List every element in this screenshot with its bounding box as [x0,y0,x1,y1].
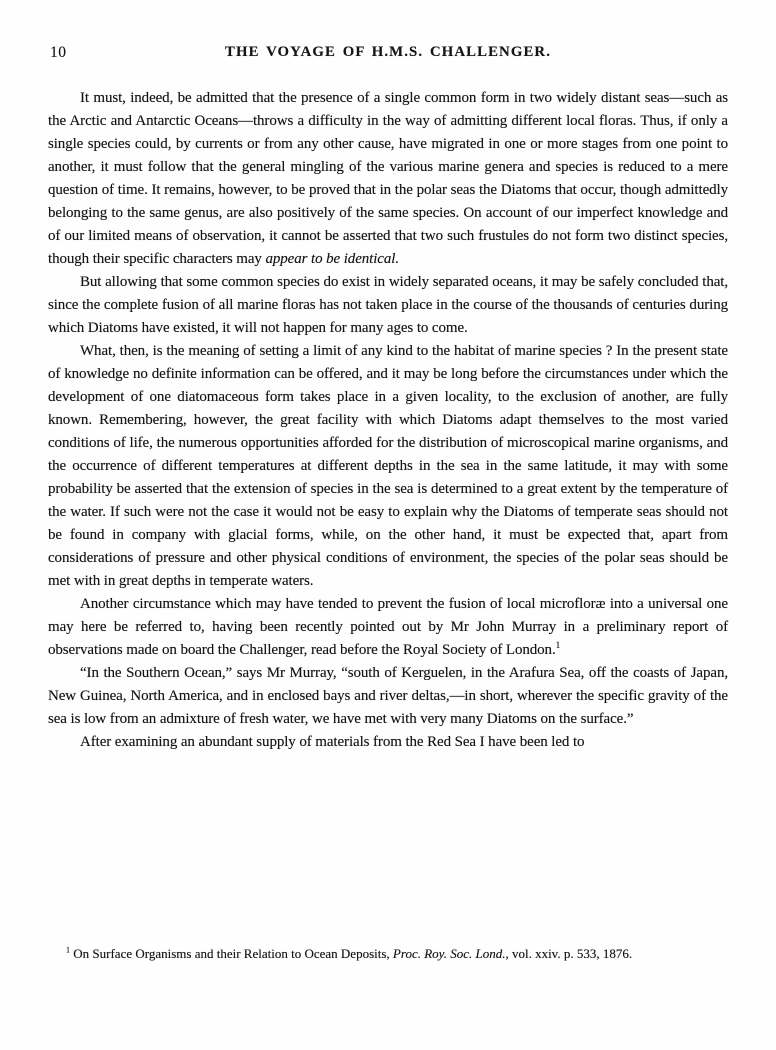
paragraph-4-text: Another circumstance which may have tended to prevent the fusion of local microfloræ into a universal one may here be referred to, having been recently pointed out by Mr John Murray in a preliminary report of observations made on board the Challenger, read before the Royal Society of London. [48,596,728,658]
paragraph-1-text: It must, indeed, be admitted that the presence of a single common form in two widely distant seas—such as the Arctic and Antarctic Oceans—throws a difficulty in the way of admitting different local floras. Thus, if only a single species could, by currents or from any other cause, have migrated in one or more stages from one point to another, it must follow that the general mingling of the various marine genera and species is reduced to a mere question of time. It remains, however, to be proved that in the polar seas the Diatoms that occur, though admittedly belonging to the same genus, are also positively of the same species. On account of our imperfect knowledge and of our limited means of observation, it cannot be asserted that two such frustules do not form two distinct species, though their specific characters may [48,90,728,267]
page-number: 10 [50,44,67,61]
footnote-citation-italic: Proc. Roy. Soc. Lond. [392,946,506,961]
running-head [48,44,728,64]
paragraph-2-text: But allowing that some common species do exist in widely separated oceans, it may be safely concluded that, since the complete fusion of all marine floras has not taken place in the course of the thousands of centuries during which Diatoms have existed, it will not happen for many ages to come. [48,274,728,336]
footnote-marker: 1 [66,945,71,955]
footnote-reference-marker: 1 [555,641,561,651]
paragraph-6-text: After examining an abundant supply of materials from the Red Sea I have been led to [80,734,585,750]
paragraph-4 [48,593,728,662]
paragraph-1 [48,87,728,271]
running-title: THE VOYAGE OF H.M.S. CHALLENGER. [224,44,551,60]
paragraph-6 [48,731,728,754]
footnote-text-tail: , vol. xxiv. p. 533, 1876. [505,946,633,961]
paragraph-5 [48,662,728,731]
paragraph-2 [48,271,728,340]
paragraph-3 [48,340,728,593]
paragraph-5-text: “In the Southern Ocean,” says Mr Murray, “south of Kerguelen, in the Arafura Sea, off the coasts of Japan, New Guinea, North America, and in enclosed bays and river deltas,—in short, wherever the specific gravity of the sea is low from an admixture of fresh water, we have met with very many Diatoms on the surface.” [48,665,728,727]
footnote-text: On Surface Organisms and their Relation to Ocean Deposits, [70,946,393,961]
paragraph-1-italic-text: appear to be identical. [265,251,399,267]
footnote [48,944,728,965]
paragraph-3-text: What, then, is the meaning of setting a limit of any kind to the habitat of marine species ? In the present state of knowledge no definite information can be offered, and it may be long before the circumstances under which the development of one diatomaceous form takes place in a given locality, to the exclusion of another, are fully known. Remembering, however, the great facility with which Diatoms adapt themselves to the most varied conditions of life, the numerous opportunities afforded for the distribution of microscopical marine organisms, and the occurrence of different temperatures at different depths in the sea in the same latitude, it may with some probability be asserted that the extension of species in the sea is determined to a great extent by the temperature of the water. If such were not the case it would not be easy to explain why the Diatoms of temperate seas should not be found in company with glacial forms, while, on the other hand, it must be expected that, apart from considerations of pressure and other physical conditions of environment, the species of the polar seas should be met with in great depths in temperate waters. [48,343,728,589]
page-body [48,87,728,754]
